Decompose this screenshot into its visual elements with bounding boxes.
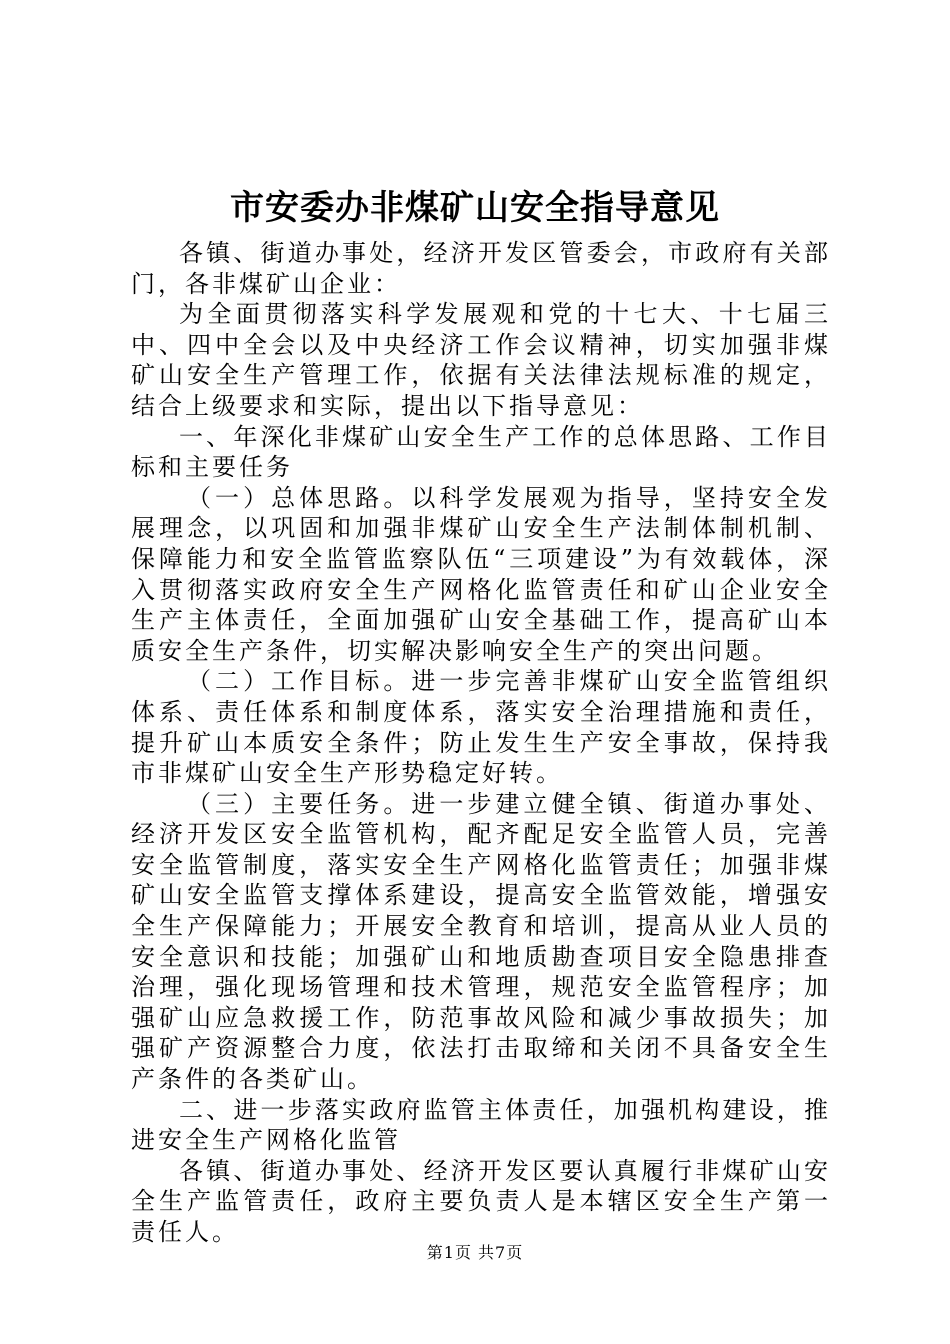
paragraph-main-tasks: （三）主要任务。进一步建立健全镇、街道办事处、经济开发区安全监管机构，配齐配足安全监管人员，完善安全监管制度，落实安全生产网格化监管责任；加强非煤矿山安全监管支撑体系建设，提高安全监管效能，增强安全生产保障能力；开展安全教育和培训，提高从业人员的安全意识和技能；加强矿山和地质勘查项目安全隐患排查治理，强化现场管理和技术管理，规范安全监管程序；加强矿山应急救援工作，防范事故风险和减少事故损失；加强矿产资源整合力度，依法打击取缔和关闭不具备安全生产条件的各类矿山。 — [131, 789, 831, 1094]
page-number-footer: 第1页 共7页 — [426, 1243, 524, 1262]
paragraph-section-1-heading: 一、年深化非煤矿山安全生产工作的总体思路、工作目标和主要任务 — [131, 422, 831, 482]
document-body — [131, 238, 831, 1248]
paragraph-preamble: 为全面贯彻落实科学发展观和党的十七大、十七届三中、四中全会以及中央经济工作会议精神，切实加强非煤矿山安全生产管理工作，依据有关法律法规标准的规定，结合上级要求和实际，提出以下指导意见： — [131, 300, 831, 420]
paragraph-responsibility: 各镇、街道办事处、经济开发区要认真履行非煤矿山安全生产监管责任，政府主要负责人是本辖区安全生产第一责任人。 — [131, 1156, 831, 1246]
paragraph-section-2-heading: 二、进一步落实政府监管主体责任，加强机构建设，推进安全生产网格化监管 — [131, 1095, 831, 1155]
document-title: 市安委办非煤矿山安全指导意见 — [230, 188, 720, 228]
paragraph-addressees: 各镇、街道办事处，经济开发区管委会，市政府有关部门，各非煤矿山企业： — [131, 239, 831, 298]
paragraph-work-goals: （二）工作目标。进一步完善非煤矿山安全监管组织体系、责任体系和制度体系，落实安全治理措施和责任，提升矿山本质安全条件；防止发生生产安全事故，保持我市非煤矿山安全生产形势稳定好转。 — [131, 667, 831, 788]
paragraph-overall-approach: （一）总体思路。以科学发展观为指导，坚持安全发展理念，以巩固和加强非煤矿山安全生产法制体制机制、保障能力和安全监管监察队伍“三项建设”为有效载体，深入贯彻落实政府安全生产网格化监管责任和矿山企业安全生产主体责任，全面加强矿山安全基础工作，提高矿山本质安全生产条件，切实解决影响安全生产的突出问题。 — [131, 483, 831, 665]
